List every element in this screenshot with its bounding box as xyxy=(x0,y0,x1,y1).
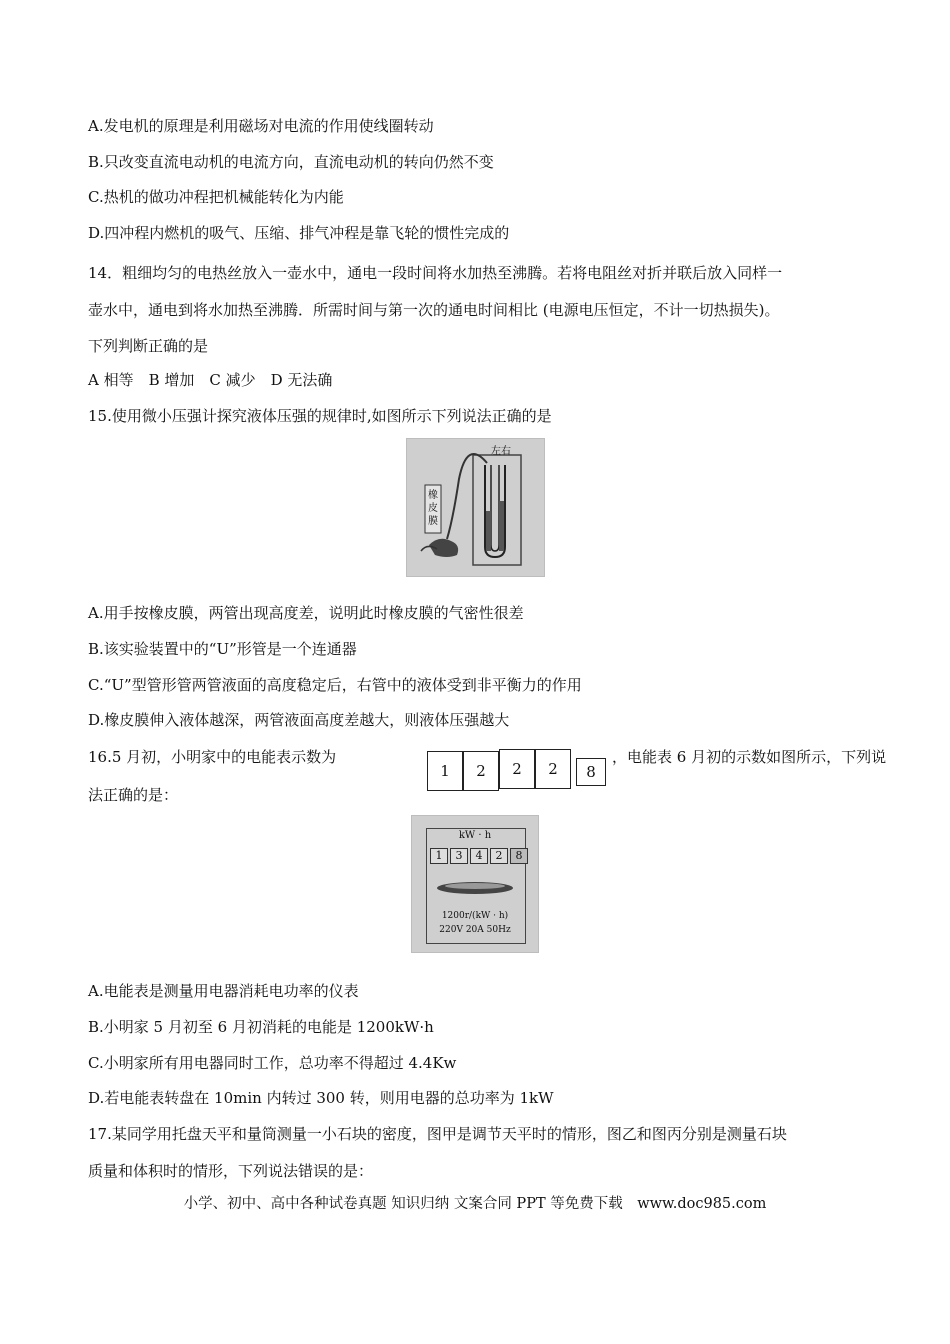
line-13a: A.发电机的原理是利用磁场对电流的作用使线圈转动 xyxy=(88,117,434,135)
meter-digit-2: 3 xyxy=(450,848,468,864)
line-13b: B.只改变直流电动机的电流方向，直流电动机的转向仍然不变 xyxy=(88,153,494,171)
line-15b: B.该实验装置中的“U”形管是一个连通器 xyxy=(88,640,357,658)
energy-meter-figure xyxy=(411,815,539,953)
meter-rating-2: 220V 20A 50Hz xyxy=(439,925,511,935)
line-16c: C.小明家所有用电器同时工作，总功率不得超过 4.4Kw xyxy=(88,1054,457,1072)
line-16-stem2: 法正确的是： xyxy=(88,786,179,804)
line-16d: D.若电能表转盘在 10min 内转过 300 转，则用电器的总功率为 1kW xyxy=(88,1089,554,1107)
line-14-options: A 相等 B 增加 C 减少 D 无法确 xyxy=(88,371,333,389)
meter-digits xyxy=(430,848,528,864)
meter-digit-4: 2 xyxy=(490,848,508,864)
line-14-stem2: 壶水中，通电到将水加热至沸腾．所需时间与第一次的通电时间相比 (电源电压恒定，不计一切热损失)。 xyxy=(88,301,780,319)
line-16-stem1-left: 16.5 月初，小明家中的电能表示数为 xyxy=(88,748,337,766)
line-17-stem2: 质量和体积时的情形，下列说法错误的是： xyxy=(88,1162,374,1180)
line-13d: D.四冲程内燃机的吸气、压缩、排气冲程是靠飞轮的惯性完成的 xyxy=(88,224,510,242)
meter-digit-1: 1 xyxy=(430,848,448,864)
may-digit-2: 2 xyxy=(463,751,499,791)
line-16b: B.小明家 5 月初至 6 月初消耗的电能是 1200kW·h xyxy=(88,1018,434,1036)
meter-digit-5: 8 xyxy=(510,848,528,864)
may-digit-5: 8 xyxy=(576,758,606,786)
line-13c: C.热机的做功冲程把机械能转化为内能 xyxy=(88,188,344,206)
may-digit-3: 2 xyxy=(499,749,535,789)
line-15c: C.“U”型管形管两管液面的高度稳定后，右管中的液体受到非平衡力的作用 xyxy=(88,676,582,694)
pressure-gauge-figure xyxy=(406,438,545,577)
line-14-stem3: 下列判断正确的是 xyxy=(88,337,209,355)
line-16a: A.电能表是测量用电器消耗电功率的仪表 xyxy=(88,982,359,1000)
line-16-stem1-right: ，电能表 6 月初的示数如图所示，下列说 xyxy=(612,748,887,766)
footer-text: 小学、初中、高中各种试卷真题 知识归纳 文案合同 PPT 等免费下载 www.doc985.com xyxy=(183,1196,767,1212)
may-digit-4: 2 xyxy=(535,749,571,789)
line-15-stem: 15.使用微小压强计探究液体压强的规律时,如图所示下列说法正确的是 xyxy=(88,407,552,425)
meter-unit: kW · h xyxy=(458,830,492,841)
meter-disc xyxy=(412,868,538,908)
line-15d: D.橡皮膜伸入液体越深，两管液面高度差越大，则液体压强越大 xyxy=(88,711,510,729)
line-15a: A.用手按橡皮膜，两管出现高度差，说明此时橡皮膜的气密性很差 xyxy=(88,604,524,622)
line-14-stem1: 14．粗细均匀的电热丝放入一壶水中，通电一段时间将水加热至沸腾。若将电阻丝对折并联后放入同样一 xyxy=(88,264,783,282)
membrane-label: 橡皮膜 xyxy=(428,490,438,527)
may-digit-1: 1 xyxy=(427,751,463,791)
meter-digit-3: 4 xyxy=(470,848,488,864)
meter-rating-1: 1200r/(kW · h) xyxy=(441,911,509,921)
line-17-stem1: 17.某同学用托盘天平和量筒测量一小石块的密度，图甲是调节天平时的情形，图乙和图丙分别是测量石块 xyxy=(88,1125,787,1143)
pressure-gauge-top-label: 左右 xyxy=(491,446,511,457)
